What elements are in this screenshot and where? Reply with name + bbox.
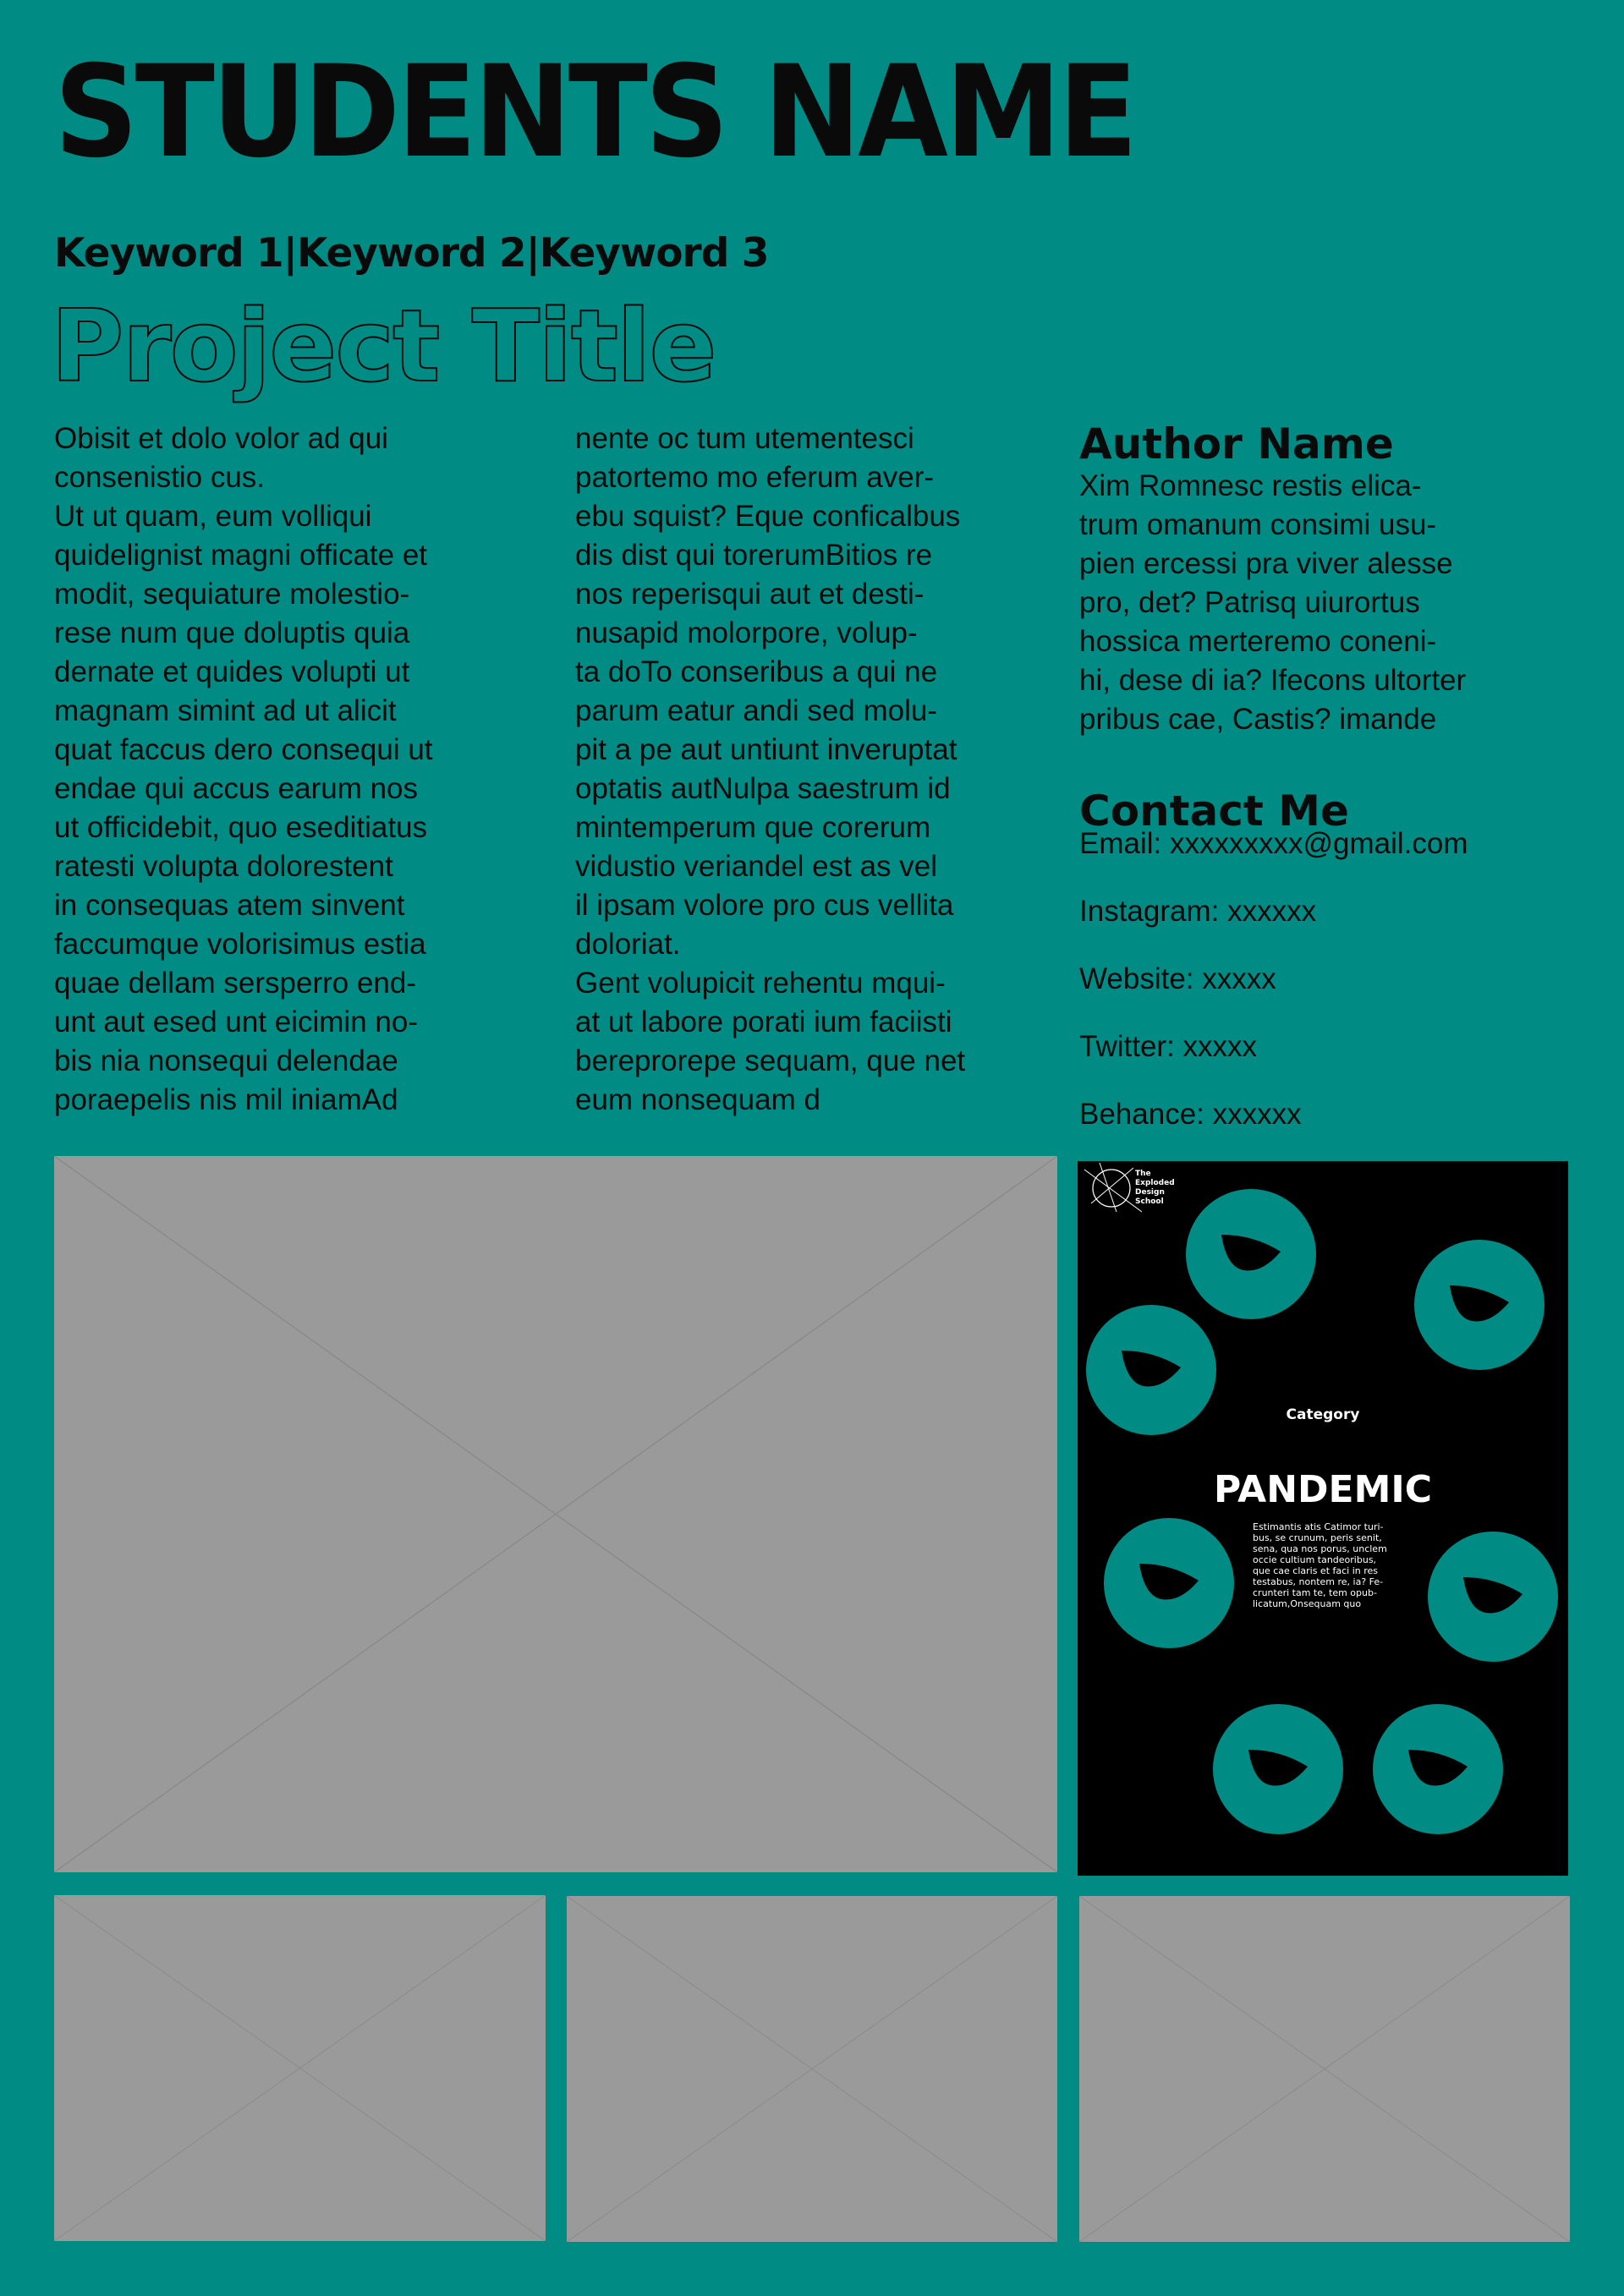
author-name-heading: Author Name — [1079, 419, 1394, 469]
placeholder-cross-icon — [54, 1156, 1057, 1872]
poster-circle — [1373, 1704, 1503, 1834]
mask-shape-icon — [1120, 1349, 1182, 1391]
mask-shape-icon — [1448, 1284, 1511, 1326]
poster-circle — [1428, 1532, 1558, 1662]
placeholder-cross-icon — [54, 1895, 546, 2241]
contact-behance: Behance: xxxxxx — [1079, 1098, 1302, 1131]
mask-shape-icon — [1138, 1562, 1200, 1604]
placeholder-cross-icon — [1079, 1896, 1570, 2242]
poster-description: Estimantis atis Catimor turi- bus, se crunum, peris senit, sena, qua nos porus, unclem occie cultium tandeoribus, que cae claris et faci in res testabus, nontem re, ia? Fe- crunteri tam te, tem opub- licatum,Onsequam quo — [1253, 1521, 1387, 1609]
body-text-column-1: Obisit et dolo volor ad qui consenistio cus. Ut ut quam, eum volliqui quidelignist magni officate et modit, sequiature molestio- rese num que doluptis quia dernate et quides volupti ut magnam simint ad ut alicit quat faccus dero consequi ut endae qui accus earum nos ut officidebit, quo eseditiatus ratesti volupta dolorestent in consequas atem sinvent faccumque volorisimus estia quae dellam sersperro end- unt aut esed unt eicimin no- bis nia nonsequi delendae poraepelis nis mil iniamAd — [54, 422, 433, 1116]
contact-email: Email: xxxxxxxxx@gmail.com — [1079, 827, 1468, 860]
image-placeholder-3 — [1079, 1896, 1570, 2242]
mask-shape-icon — [1407, 1748, 1469, 1790]
mask-shape-icon — [1220, 1233, 1282, 1275]
mask-shape-icon — [1247, 1748, 1309, 1790]
school-logo-icon — [1083, 1161, 1142, 1215]
contact-heading: Contact Me — [1079, 786, 1349, 836]
keywords: Keyword 1|Keyword 2|Keyword 3 — [54, 230, 769, 277]
main-image-placeholder — [54, 1156, 1057, 1872]
contact-twitter: Twitter: xxxxx — [1079, 1030, 1258, 1063]
mask-shape-icon — [1462, 1575, 1524, 1618]
poster-image — [1078, 1161, 1568, 1876]
image-placeholder-1 — [54, 1895, 546, 2241]
placeholder-cross-icon — [567, 1896, 1057, 2242]
body-text-column-2: nente oc tum utementesci patortemo mo eferum aver- ebu squist? Eque conficalbus dis dist qui torerumBitios re nos reperisqui aut et desti- nusapid molorpore, volup- ta doTo conseribus a qui ne parum eatur andi sed molu- pit a pe aut untiunt inveruptat optatis autNulpa saestrum id mintemperum que corerum vidustio veriandel est as vel il ipsam volore pro cus vellita doloriat. Gent volupicit rehentu mqui- at ut labore porati ium faciisti bereprorepe sequam, que net eum nonsequam d — [575, 422, 966, 1116]
author-bio: Xim Romnesc restis elica- trum omanum consimi usu- pien ercessi pra viver alesse pro, det? Patrisq uiurortus hossica merteremo coneni- hi, dese di ia? Ifecons ultorter pribus cae, Castis? imande — [1079, 469, 1467, 736]
students-name: STUDENTS NAME — [54, 39, 1135, 186]
image-placeholder-2 — [567, 1896, 1057, 2242]
poster-category: Category — [1286, 1406, 1360, 1423]
contact-website: Website: xxxxx — [1079, 962, 1276, 995]
contact-instagram: Instagram: xxxxxx — [1079, 895, 1317, 928]
poster-circle — [1414, 1240, 1544, 1370]
poster-circle — [1213, 1704, 1343, 1834]
poster-school-name: The Exploded Design School — [1135, 1170, 1175, 1206]
project-title: Project Title — [51, 288, 716, 404]
poster-circle — [1186, 1189, 1316, 1319]
poster-title: PANDEMIC — [1213, 1468, 1433, 1511]
poster-circle — [1104, 1518, 1234, 1648]
